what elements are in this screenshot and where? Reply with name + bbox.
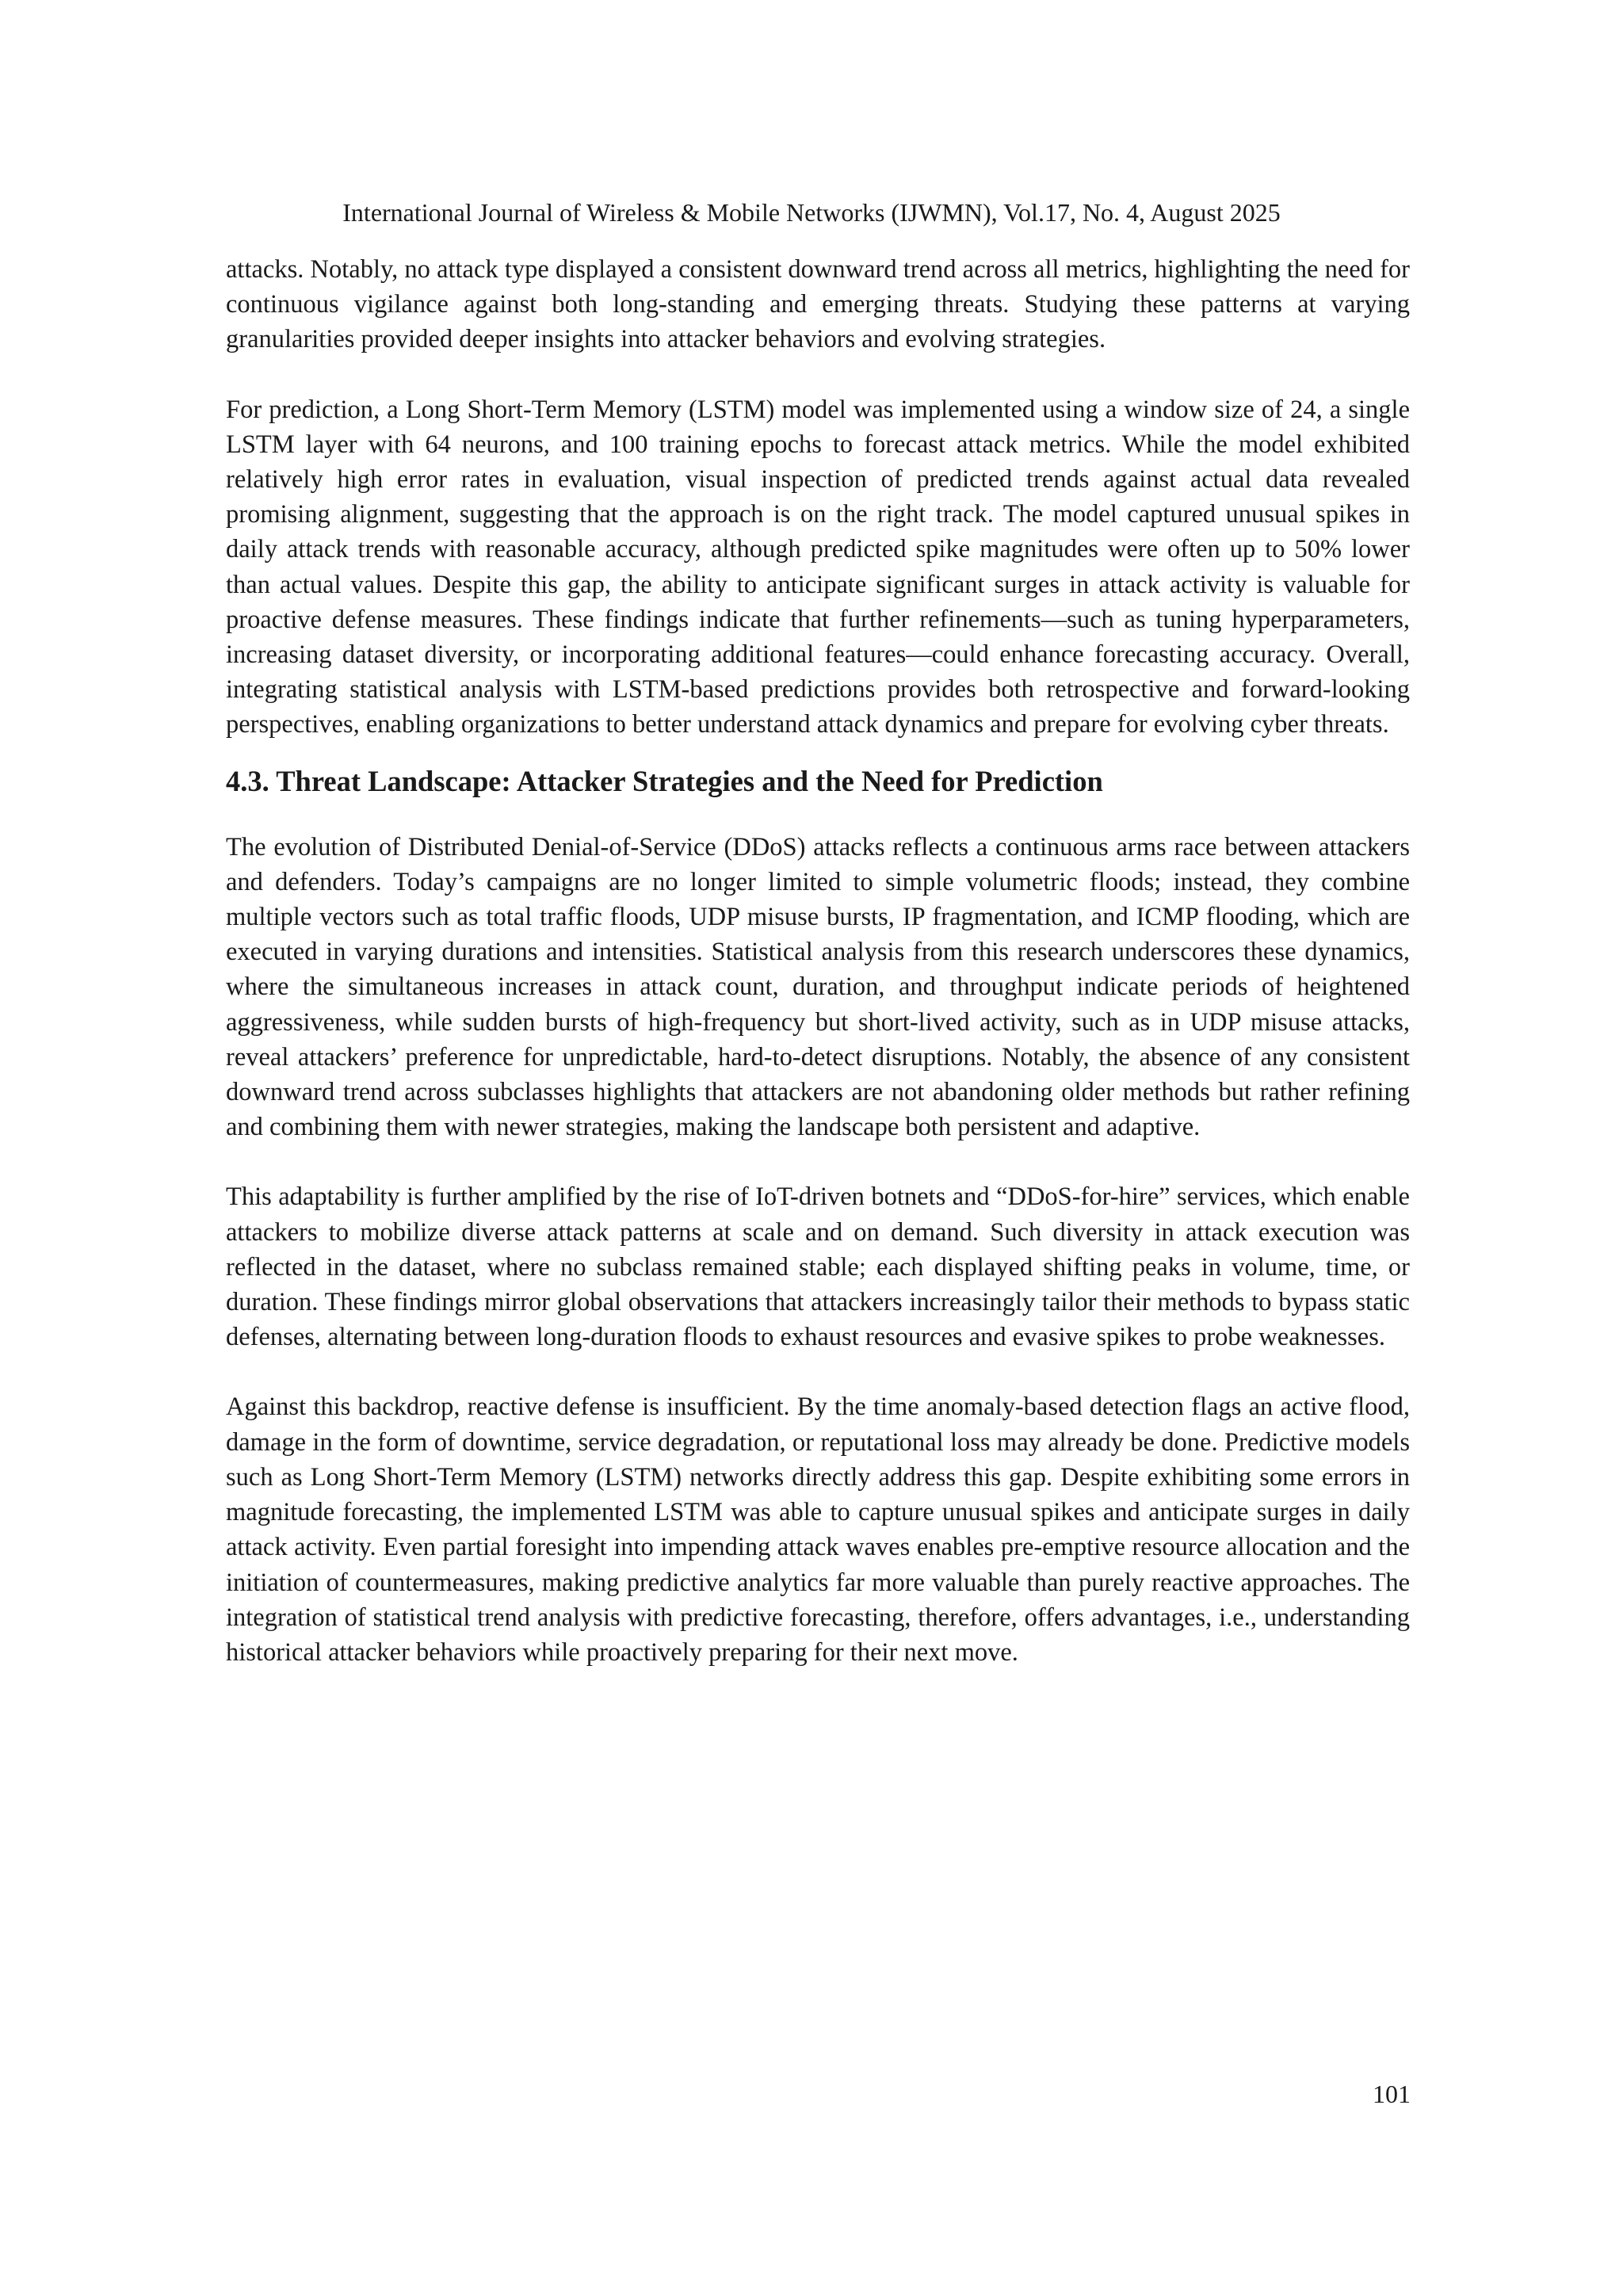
page-number: 101: [1373, 2080, 1411, 2108]
page-body: [226, 252, 1410, 1670]
running-header: International Journal of Wireless & Mobile Networks (IJWMN), Vol.17, No. 4, August 2025: [342, 198, 1281, 227]
section-paragraph: Against this backdrop, reactive defense is insufficient. By the time anomaly-based detection flags an active flood, damage in the form of downtime, service degradation, or reputational loss may already be done. Predictive models such as Long Short-Term Memory (LSTM) networks directly address this gap. Despite exhibiting some errors in magnitude forecasting, the implemented LSTM was able to capture unusual spikes and anticipate surges in daily attack activity. Even partial foresight into impending attack waves enables pre-emptive resource allocation and the initiation of countermeasures, making predictive analytics far more valuable than purely reactive approaches. The integration of statistical trend analysis with predictive forecasting, therefore, offers advantages, i.e., understanding historical attacker behaviors while proactively preparing for their next move.: [226, 1392, 1410, 1667]
section-heading: 4.3. Threat Landscape: Attacker Strategies and the Need for Prediction: [226, 764, 1103, 797]
paragraph-gap: [226, 357, 1410, 392]
body-paragraph: For prediction, a Long Short-Term Memory (LSTM) model was implemented using a window size of 24, a single LSTM layer with 64 neurons, and 100 training epochs to forecast attack metrics. While the model exhibited relatively high error rates in evaluation, visual inspection of predicted trends against actual data revealed promising alignment, suggesting that the approach is on the right track. The model captured unusual spikes in daily attack trends with reasonable accuracy, although predicted spike magnitudes were often up to 50% lower than actual values. Despite this gap, the ability to anticipate significant surges in attack activity is valuable for proactive defense measures. These findings indicate that further refinements—such as tuning hyperparameters, increasing dataset diversity, or incorporating additional features—could enhance forecasting accuracy. Overall, integrating statistical analysis with LSTM-based predictions provides both retrospective and forward-looking perspectives, enabling organizations to better understand attack dynamics and prepare for evolving cyber threats.: [226, 395, 1410, 739]
section-paragraph: The evolution of Distributed Denial-of-Service (DDoS) attacks reflects a continuous arms race between attackers and defenders. Today’s campaigns are no longer limited to simple volumetric floods; instead, they combine multiple vectors such as total traffic floods, UDP misuse bursts, IP fragmentation, and ICMP flooding, which are executed in varying durations and intensities. Statistical analysis from this research underscores these dynamics, where the simultaneous increases in attack count, duration, and throughput indicate periods of heightened aggressiveness, while sudden bursts of high-frequency but short-lived activity, such as in UDP misuse attacks, reveal attackers’ preference for unpredictable, hard-to-detect disruptions. Notably, the absence of any consistent downward trend across subclasses highlights that attackers are not abandoning older methods but rather refining and combining them with newer strategies, making the landscape both persistent and adaptive.: [226, 832, 1410, 1142]
paragraph-gap: [226, 1354, 1410, 1389]
section-paragraph: This adaptability is further amplified by the rise of IoT-driven botnets and “DDoS-for-hire” services, which enable attackers to mobilize diverse attack patterns at scale and on demand. Such diversity in attack execution was reflected in the dataset, where no subclass remained stable; each displayed shifting peaks in volume, time, or duration. These findings mirror global observations that attackers increasingly tailor their methods to bypass static defenses, alternating between long-duration floods to exhaust resources and evasive spikes to probe weaknesses.: [226, 1182, 1410, 1352]
body-paragraph: attacks. Notably, no attack type displayed a consistent downward trend across all metrics, highlighting the need for continuous vigilance against both long-standing and emerging threats. Studying these patterns at varying granularities provided deeper insights into attacker behaviors and evolving strategies.: [226, 255, 1410, 354]
paragraph-gap: [226, 1144, 1410, 1179]
